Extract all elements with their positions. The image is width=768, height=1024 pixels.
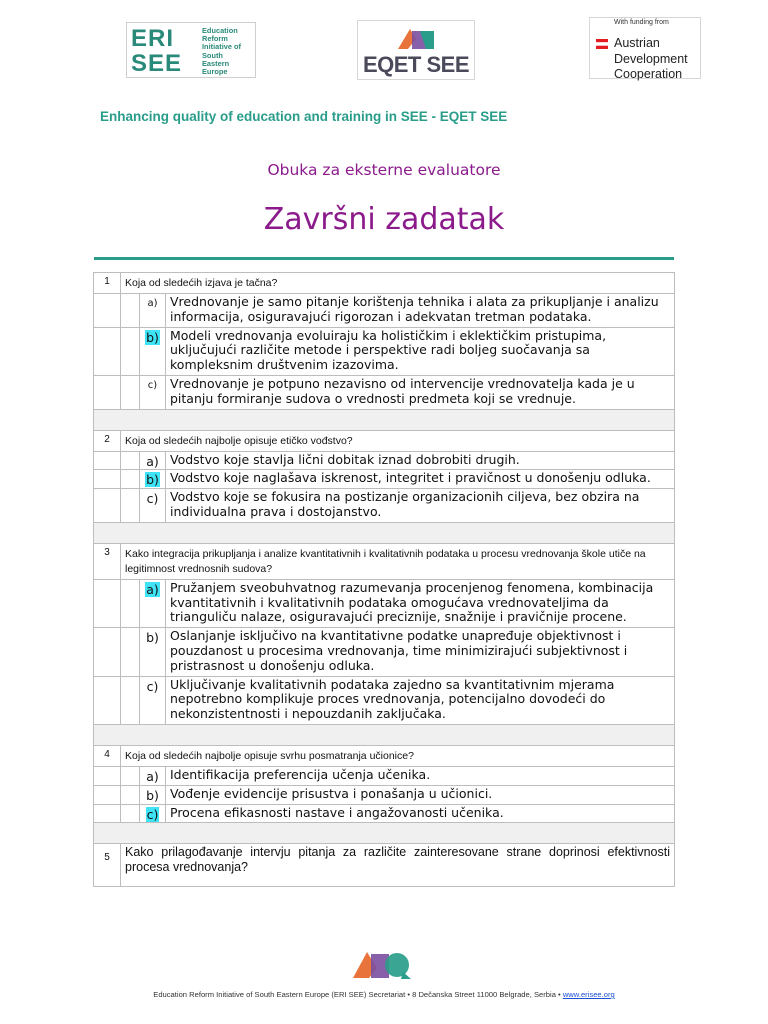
document-subtitle: Obuka za eksterne evaluatore: [267, 161, 501, 179]
answer-label: [140, 676, 166, 724]
eri-see-logo: [126, 22, 256, 78]
eri-see-logo-letters: [131, 26, 182, 76]
spacer-cell: [94, 823, 675, 844]
answer-label: [140, 470, 166, 489]
answer-label-text: c): [146, 678, 159, 694]
answer-label-highlighted: b): [146, 472, 159, 488]
answer-label: [140, 489, 166, 523]
question-number: 5: [94, 844, 121, 887]
empty-cell: [121, 470, 140, 489]
answer-row: [94, 628, 675, 676]
empty-cell: [121, 785, 140, 804]
eqet-footer-logo-icon: [351, 948, 415, 980]
empty-cell: [121, 766, 140, 785]
answer-row: [94, 489, 675, 523]
answer-row: [94, 470, 675, 489]
answer-label: [140, 766, 166, 785]
empty-cell: [94, 676, 121, 724]
eri-side-line: Initiative of: [202, 42, 242, 52]
answer-row: [94, 676, 675, 724]
eri-letters-line1: ERI: [131, 25, 175, 52]
question-text: Kako integracija prikupljanja i analize kvantitativnih i kvalitativnih podataka u procesu vrednovanja škole utiče na legitimnost vrednosnih sudova?: [121, 543, 675, 579]
answer-label-highlighted: c): [146, 806, 159, 822]
spacer-row: [94, 409, 675, 430]
eri-letters-line2: SEE: [131, 50, 183, 77]
answer-row: [94, 375, 675, 409]
answer-text: Oslanjanje isključivo na kvantitativne podatke unapređuje objektivnost i pouzdanost u procesima vrednovanja, time minimizirajući subjektivnost i pristrasnost u donošenju odluka.: [166, 628, 675, 676]
eri-side-line: Reform: [202, 34, 228, 44]
questions-table: [93, 272, 675, 887]
answer-label-highlighted: a): [146, 581, 159, 597]
question-text: Koja od sledećih izjava je tačna?: [121, 273, 675, 294]
empty-cell: [94, 628, 121, 676]
funding-caption: With funding from: [614, 19, 669, 26]
spacer-cell: [94, 409, 675, 430]
answer-label-text: a): [147, 298, 158, 309]
empty-cell: [121, 804, 140, 823]
answer-label: [140, 375, 166, 409]
answer-label: [140, 579, 166, 627]
empty-cell: [121, 294, 140, 328]
question-row: [94, 745, 675, 766]
empty-cell: [94, 294, 121, 328]
austrian-development-cooperation-logo: [589, 17, 701, 79]
eri-side-line: Eastern: [202, 58, 230, 68]
empty-cell: [121, 375, 140, 409]
ada-name-line: Development: [614, 51, 688, 66]
answer-label: [140, 785, 166, 804]
spacer-row: [94, 522, 675, 543]
spacer-row: [94, 724, 675, 745]
empty-cell: [121, 489, 140, 523]
eqet-see-logo: [357, 20, 475, 80]
answer-text: Vrednovanje je samo pitanje korištenja tehnika i alata za prikupljanje i analizu informacija, osiguravajući rigorozan i adekvatan tretman podataka.: [166, 294, 675, 328]
question-row: [94, 273, 675, 294]
empty-cell: [121, 579, 140, 627]
answer-label-text: b): [146, 630, 159, 646]
answer-row: [94, 785, 675, 804]
eqet-logo-text: EQET SEE: [362, 52, 470, 77]
answer-row: [94, 766, 675, 785]
answer-label-text: b): [146, 787, 159, 803]
spacer-cell: [94, 522, 675, 543]
ada-name: [614, 36, 688, 83]
question-text: Koja od sledećih najbolje opisuje svrhu posmatranja učionice?: [121, 745, 675, 766]
empty-cell: [121, 628, 140, 676]
answer-label-text: a): [146, 453, 159, 469]
footer-address: Education Reform Initiative of South Eastern Europe (ERI SEE) Secretariat • 8 Dečanska Street 11000 Belgrade, Serbia •: [153, 990, 561, 999]
answer-text: Modeli vrednovanja evoluiraju ka holističkim i eklektičkim pristupima, uključujući različite metode i perspektive radi boljeg suočavanja sa kompleksnim društvenim izazovima.: [166, 327, 675, 375]
empty-cell: [121, 676, 140, 724]
spacer-row: [94, 823, 675, 844]
answer-row: [94, 579, 675, 627]
austrian-flag-icon: [596, 39, 608, 49]
question-row: [94, 543, 675, 579]
question-number: 2: [94, 430, 121, 451]
empty-cell: [121, 327, 140, 375]
empty-cell: [94, 451, 121, 470]
question-text: Koja od sledećih najbolje opisuje etičko vođstvo?: [121, 430, 675, 451]
answer-label-text: a): [146, 768, 159, 784]
spacer-cell: [94, 724, 675, 745]
footer-website-link[interactable]: www.erisee.org: [562, 990, 615, 999]
answer-text: Vodstvo koje stavlja lični dobitak iznad dobrobiti drugih.: [166, 451, 675, 470]
answer-row: [94, 451, 675, 470]
answer-row: [94, 327, 675, 375]
answer-text: Pružanjem sveobuhvatnog razumevanja procenjenog fenomena, kombinacija kvantitativnih i kvalitativnih podataka omogućava vrednovateljima da trianguliču nalaze, osiguravajući preciznije, snažnije i pravičnije procene.: [166, 579, 675, 627]
question-text: Kako prilagođavanje intervju pitanja za različite zainteresovane strane doprinosi efektivnosti procesa vrednovanja?: [121, 844, 675, 887]
answer-label: [140, 451, 166, 470]
answer-row: [94, 804, 675, 823]
empty-cell: [94, 470, 121, 489]
empty-cell: [94, 804, 121, 823]
eri-side-line: South: [202, 50, 223, 60]
eri-side-line: Education: [202, 26, 238, 35]
answer-label: [140, 294, 166, 328]
eqet-symbol-icon: [358, 23, 474, 55]
question-number: 4: [94, 745, 121, 766]
question-number: 1: [94, 273, 121, 294]
ada-name-line: Cooperation: [614, 67, 683, 81]
empty-cell: [121, 451, 140, 470]
empty-cell: [94, 327, 121, 375]
answer-label-highlighted: b): [146, 329, 159, 345]
empty-cell: [94, 785, 121, 804]
answer-label: [140, 804, 166, 823]
footer-text: [0, 990, 768, 999]
answer-label: [140, 327, 166, 375]
empty-cell: [94, 375, 121, 409]
question-row: [94, 844, 675, 887]
answer-text: Vođenje evidencije prisustva i ponašanja u učionici.: [166, 785, 675, 804]
eri-see-logo-side-text: [202, 27, 241, 76]
title-divider: [94, 257, 674, 260]
answer-text: Identifikacija preferencija učenja učenika.: [166, 766, 675, 785]
answer-text: Vrednovanje je potpuno nezavisno od intervencije vrednovatelja kada je u pitanju formiranje sudova o vrednosti predmeta koji se vrednuje.: [166, 375, 675, 409]
empty-cell: [94, 766, 121, 785]
answer-text: Procena efikasnosti nastave i angažovanosti učenika.: [166, 804, 675, 823]
empty-cell: [94, 579, 121, 627]
question-row: [94, 430, 675, 451]
project-title: Enhancing quality of education and training in SEE - EQET SEE: [100, 109, 508, 124]
document-title: Završni zadatak: [263, 202, 505, 237]
empty-cell: [94, 489, 121, 523]
question-number: 3: [94, 543, 121, 579]
answer-text: Vodstvo koje naglašava iskrenost, integritet i pravičnost u donošenju odluka.: [166, 470, 675, 489]
answer-label-text: c): [147, 379, 158, 391]
answer-label: [140, 628, 166, 676]
answer-label-text: c): [146, 491, 159, 507]
eri-side-line: Europe: [202, 67, 228, 77]
answer-row: [94, 294, 675, 328]
answer-text: Uključivanje kvalitativnih podataka zajedno sa kvantitativnim mjerama nepotrebno komplikuje proces vrednovanja, potencijalno dovodeći do nekonzistentnosti i nepouzdanih zaključaka.: [166, 676, 675, 724]
ada-name-line: Austrian: [614, 36, 660, 50]
answer-text: Vodstvo koje se fokusira na postizanje organizacionih ciljeva, bez obzira na individualna prava i dostojanstvo.: [166, 489, 675, 523]
